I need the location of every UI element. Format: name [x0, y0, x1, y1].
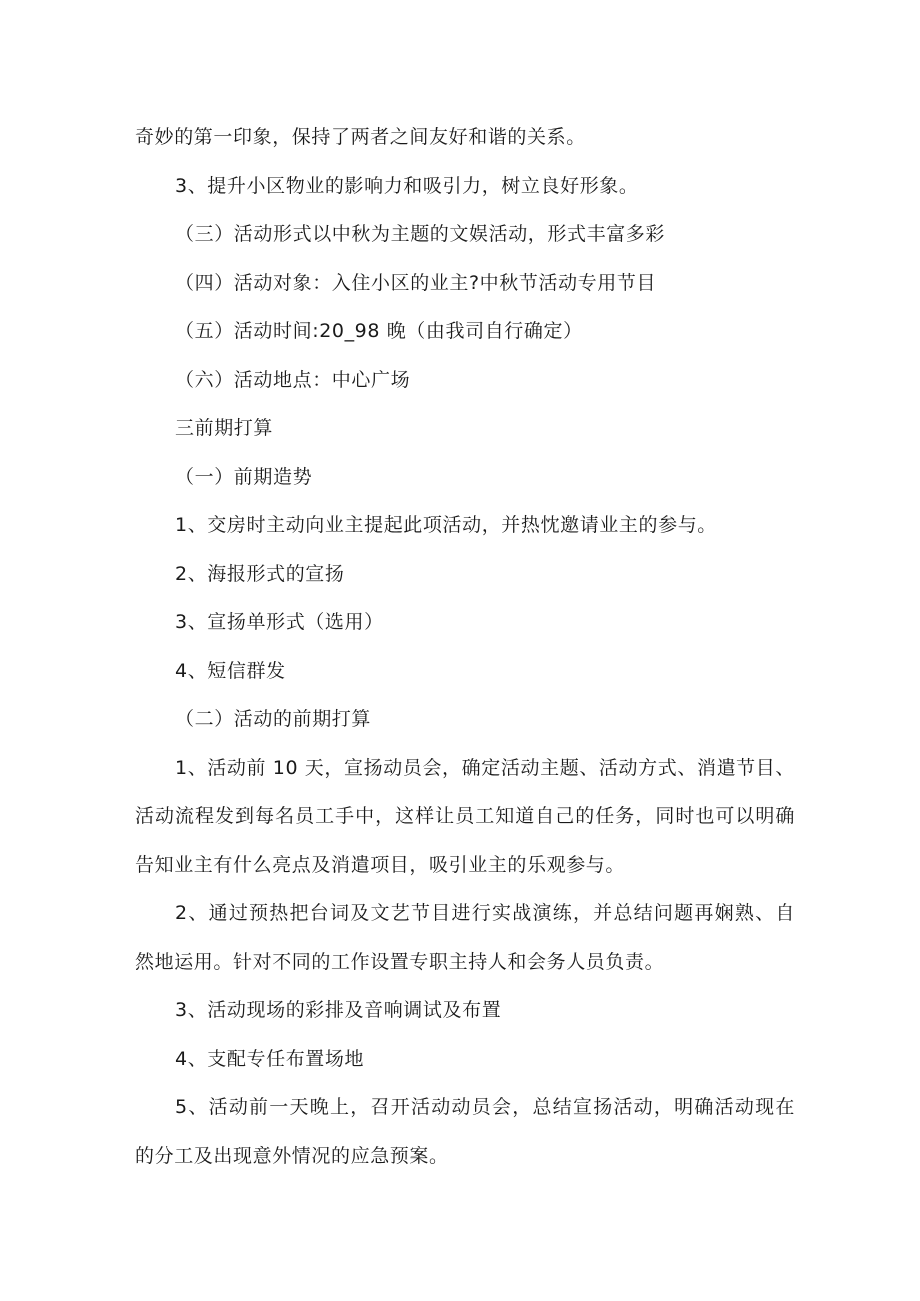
subsection-heading-early-planning: （二）活动的前期打算	[175, 708, 372, 730]
list-item-planning-2: 2、通过预热把台词及文艺节目进行实战演练，并总结问题再娴熟、自然地运用。针对不同的工作设置专职主持人和会务人员负责。	[135, 902, 795, 973]
list-item-promotion-2: 2、海报形式的宣扬	[175, 562, 345, 585]
subsection-heading-promotion: （一）前期造势	[175, 465, 313, 488]
list-item-promotion-3: 3、宣扬单形式（选用）	[175, 611, 384, 633]
paragraph-goal-3: 3、提升小区物业的影响力和吸引力，树立良好形象。	[175, 174, 639, 197]
paragraph-activity-time: （五）活动时间:20_98 晚（由我司自行确定）	[175, 320, 583, 342]
list-item-planning-4: 4、支配专任布置场地	[175, 1047, 365, 1070]
document-body	[135, 113, 795, 1180]
paragraph-activity-target: （四）活动对象：入住小区的业主?中秋节活动专用节目	[175, 271, 657, 294]
paragraph-activity-form: （三）活动形式以中秋为主题的文娱活动，形式丰富多彩	[175, 223, 666, 245]
paragraph-activity-location: （六）活动地点：中心广场	[175, 368, 411, 391]
list-item-promotion-4: 4、短信群发	[175, 659, 286, 682]
list-item-planning-1: 1、活动前 10 天，宣扬动员会，确定活动主题、活动方式、消遣节目、活动流程发到每名员工手中，这样让员工知道自己的任务，同时也可以明确告知业主有什么亮点及消遣项目，吸引业主的乐观参与。	[135, 756, 795, 876]
list-item-planning-5: 5、活动前一天晚上，召开活动动员会，总结宣扬活动，明确活动现在的分工及出现意外情况的应急预案。	[135, 1096, 795, 1167]
list-item-planning-3: 3、活动现场的彩排及音响调试及布置	[175, 999, 502, 1021]
section-heading-preparation: 三前期打算	[175, 417, 274, 439]
paragraph-continuation: 奇妙的第一印象，保持了两者之间友好和谐的关系。	[135, 126, 586, 148]
list-item-promotion-1: 1、交房时主动向业主提起此项活动，并热忱邀请业主的参与。	[175, 514, 717, 536]
